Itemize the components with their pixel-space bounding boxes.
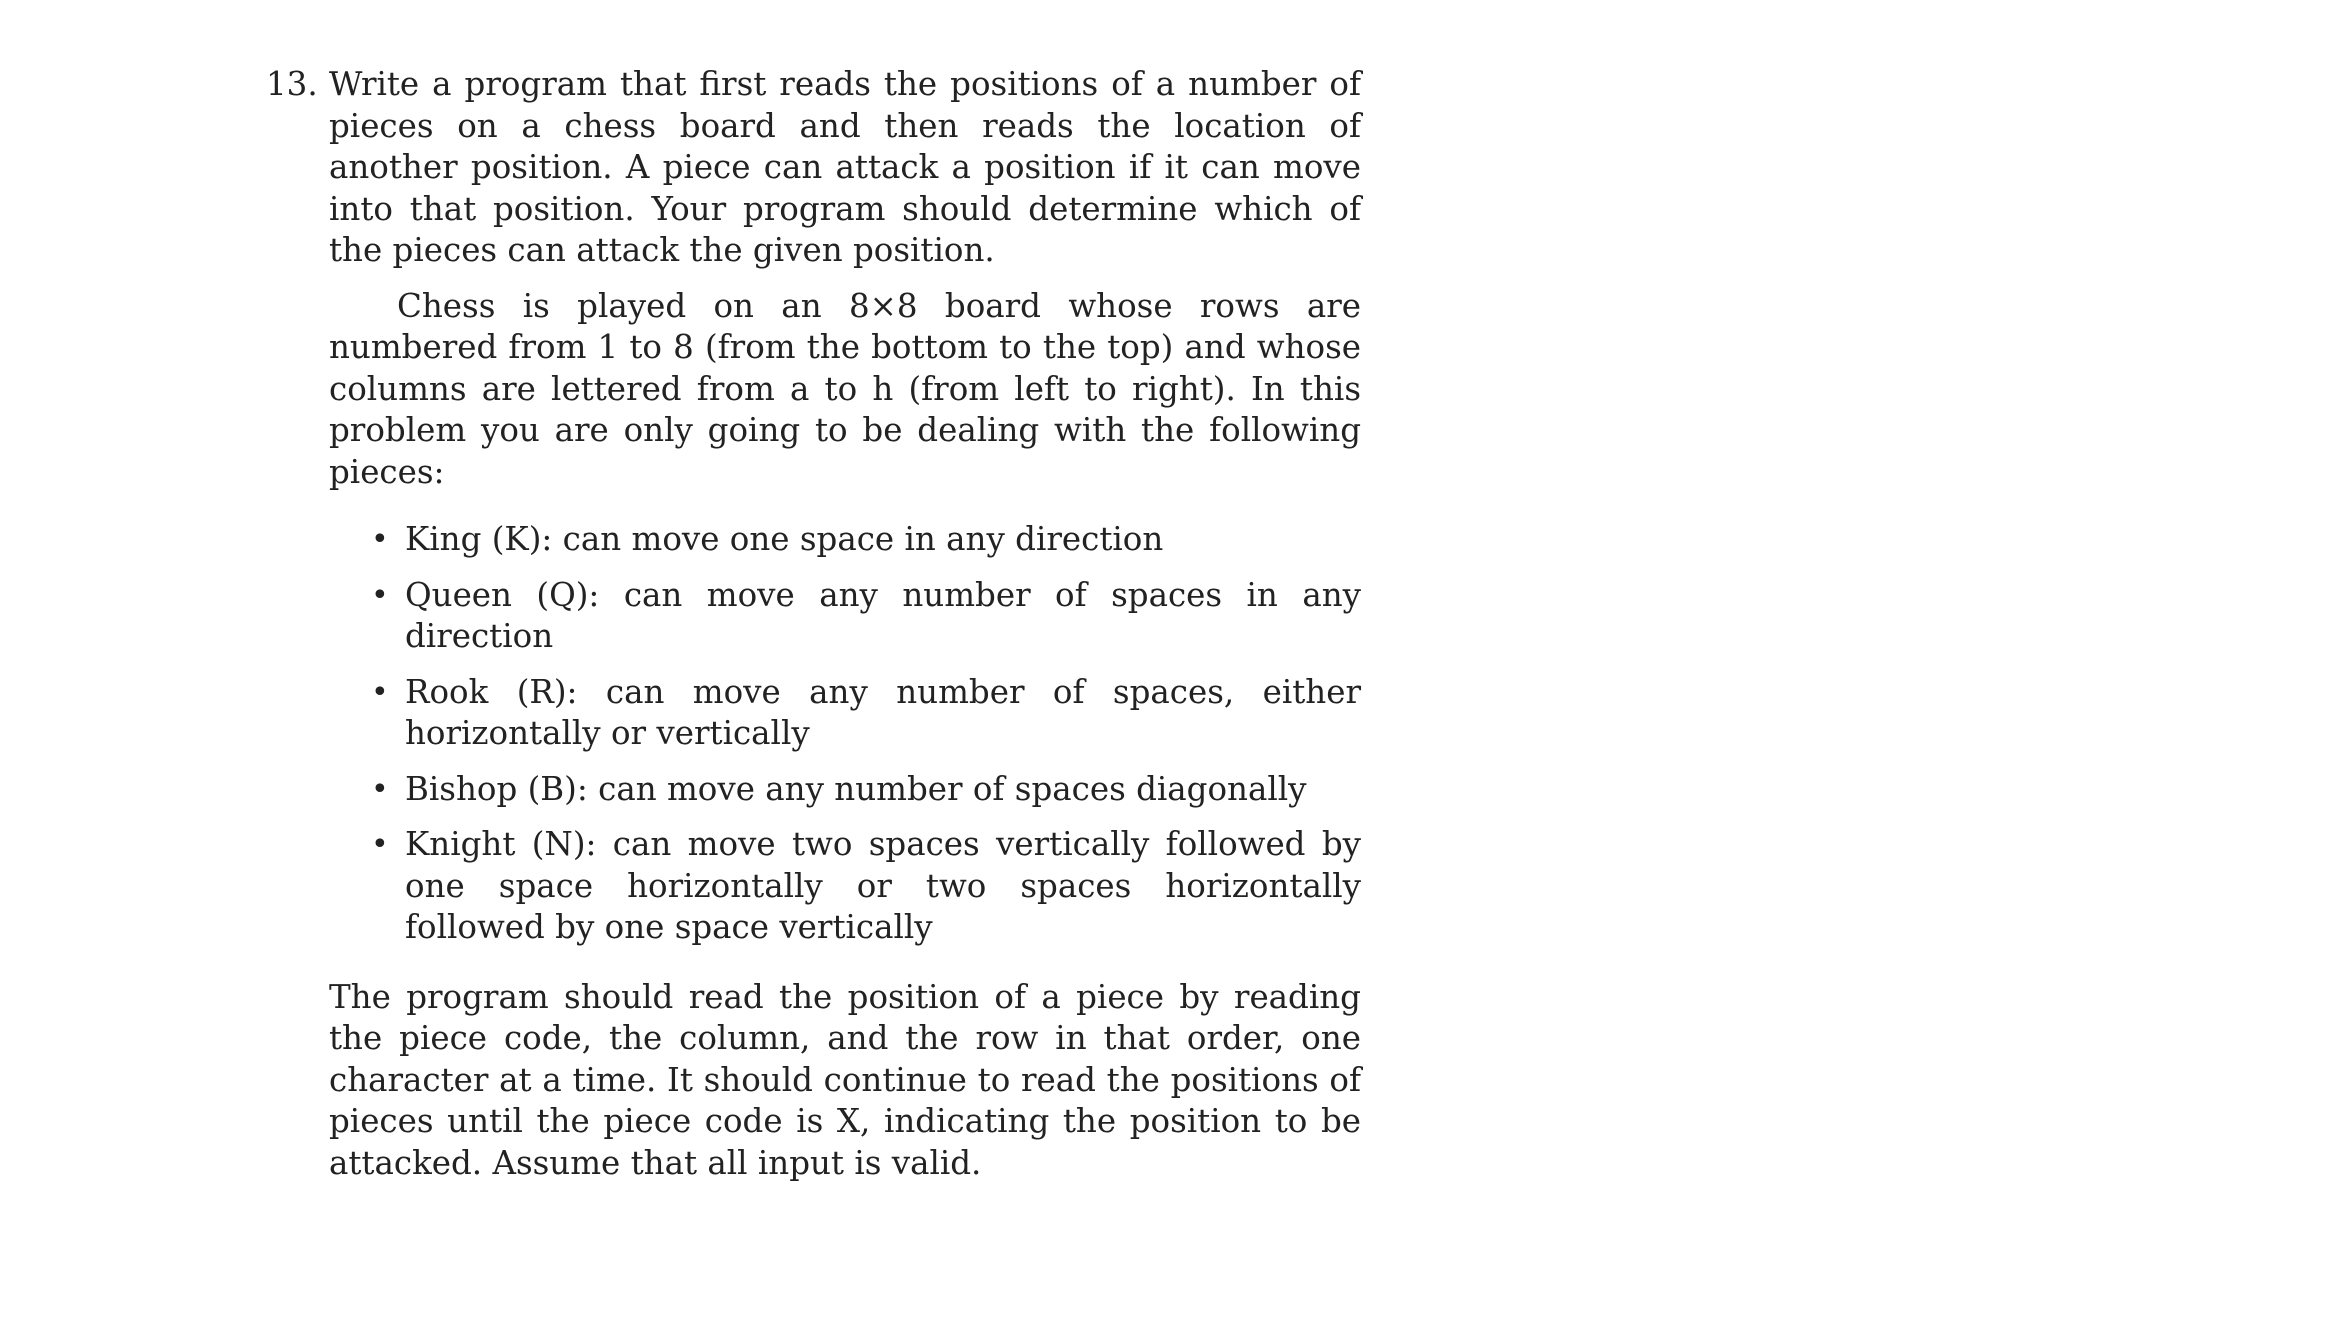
problem-13 (266, 64, 1361, 1184)
input-description-paragraph: The program should read the position of a piece by reading the piece code, the column, and the row in that order, one character at a time. It should continue to read the positions of pieces until the piece code is X, indicating the position to be attacked. Assume that all input is valid. (329, 977, 1361, 1182)
list-item (371, 672, 1361, 755)
list-item (371, 769, 1361, 811)
piece-description: Rook (R): can move any number of spaces, either horizontally or vertically (405, 672, 1361, 752)
bullet-icon: • (371, 522, 389, 557)
bullet-icon: • (371, 771, 389, 807)
problem-number: 13. (266, 65, 318, 103)
piece-description: Bishop (B): can move any number of spaces diagonally (405, 769, 1307, 808)
piece-description: Queen (Q): can move any number of spaces in any direction (405, 575, 1361, 655)
piece-list (329, 519, 1361, 949)
bullet-icon: • (371, 827, 389, 862)
piece-description: King (K): can move one space in any direction (405, 520, 1164, 558)
intro-paragraph: Write a program that first reads the positions of a number of pieces on a chess board and then reads the location of another position. A piece can attack a position if it can move into that position. Your program should determine which of the pieces can attack the given position. (329, 65, 1361, 269)
bullet-icon: • (371, 674, 389, 710)
list-item (371, 575, 1361, 658)
problem-body (329, 64, 1361, 1184)
list-item (371, 824, 1361, 949)
piece-description: Knight (N): can move two spaces vertically followed by one space horizontally or two spaces horizontally followed by one space vertically (405, 825, 1361, 946)
list-item (371, 519, 1361, 561)
bullet-icon: • (371, 577, 389, 613)
chess-description-paragraph: Chess is played on an 8×8 board whose rows are numbered from 1 to 8 (from the bottom to the top) and whose columns are lettered from a to h (from left to right). In this problem you are only going to be dealing with the following pieces: (329, 286, 1361, 491)
